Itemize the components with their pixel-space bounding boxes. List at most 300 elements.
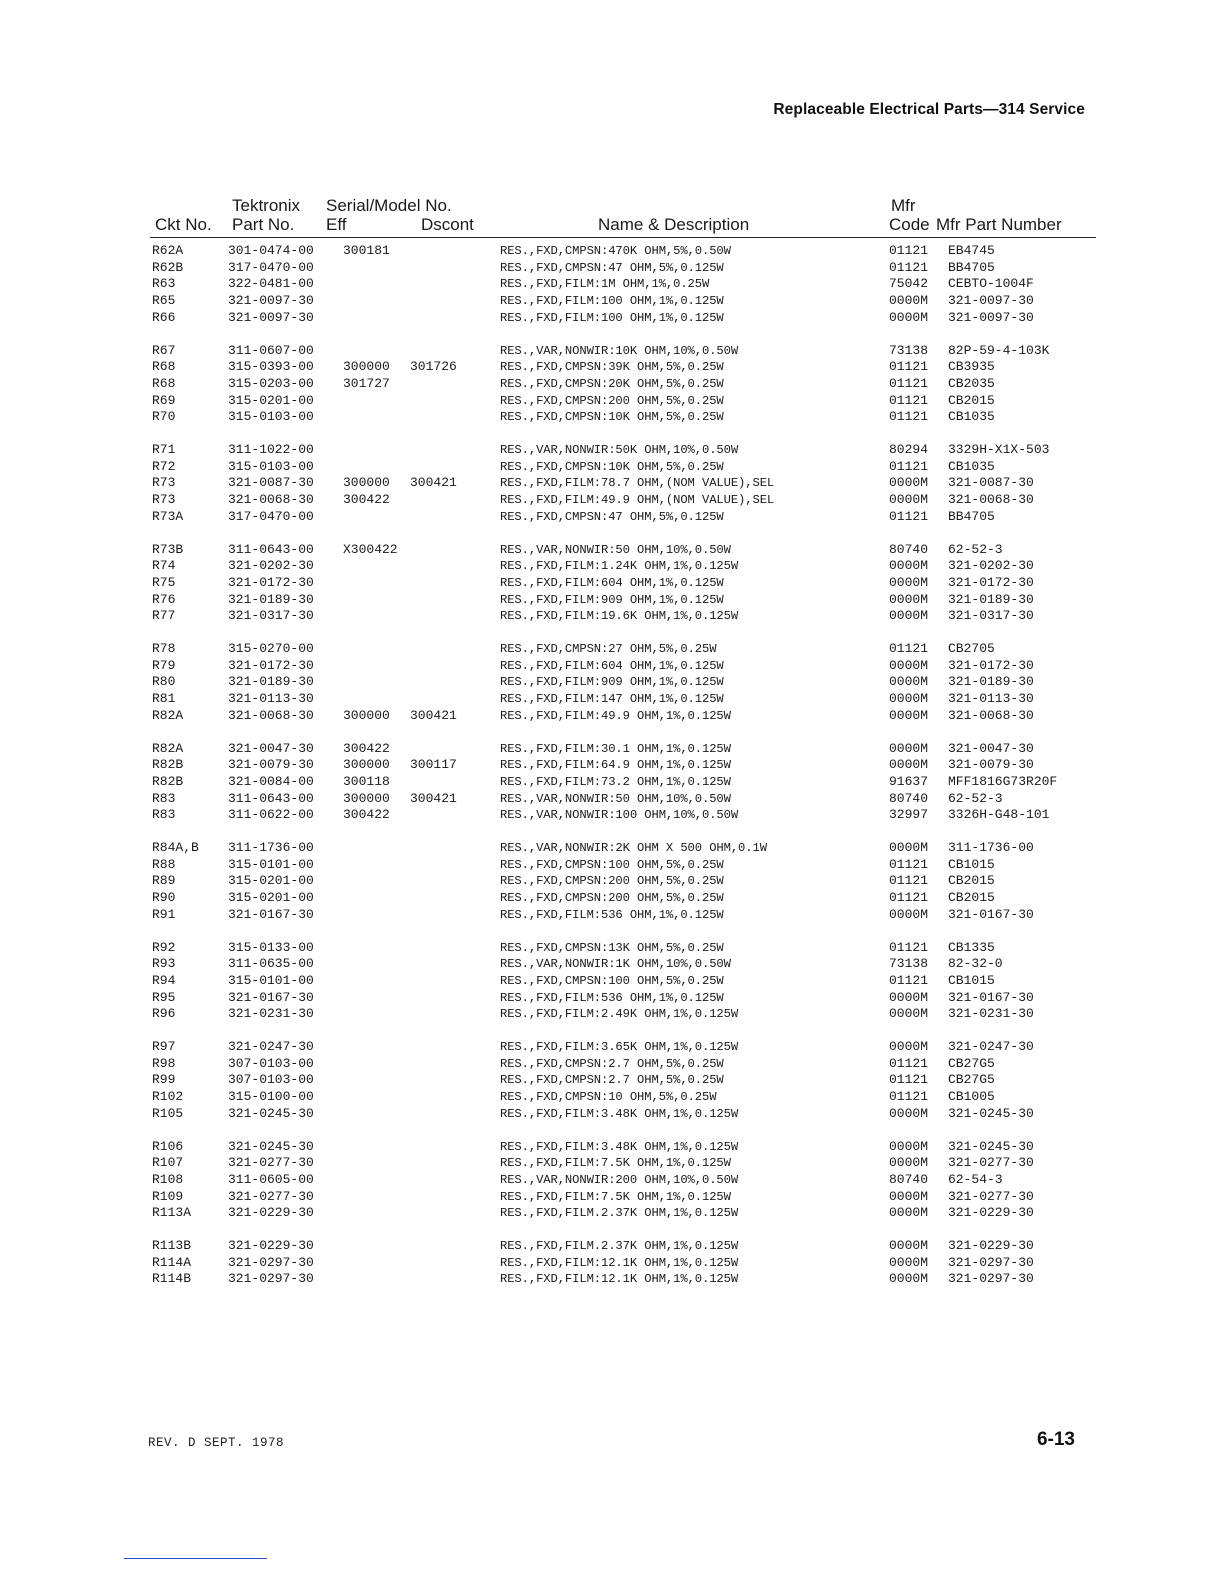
eff-serial-cell: 300000 xyxy=(343,757,390,773)
description-cell: RES.,FXD,CMPSN:2.7 OHM,5%,0.25W xyxy=(500,1056,724,1071)
eff-serial-cell: 300118 xyxy=(343,773,390,789)
description-cell: RES.,FXD,FILM:147 OHM,1%,0.125W xyxy=(500,692,724,707)
ckt-no-cell: R92 xyxy=(152,939,176,955)
part-no-cell: 317-0470-00 xyxy=(228,508,314,524)
part-no-cell: 307-0103-00 xyxy=(228,1055,314,1071)
mfr-code-cell: 0000M xyxy=(889,608,929,624)
dscont-serial-cell: 301726 xyxy=(410,359,457,375)
ckt-no-cell: R107 xyxy=(152,1155,184,1171)
part-no-cell: 317-0470-00 xyxy=(228,259,314,275)
description-cell: RES.,FXD,CMPSN:200 OHM,5%,0.25W xyxy=(500,874,724,889)
mfr-part-number-cell: BB4705 xyxy=(948,508,995,524)
dscont-serial-cell: 300421 xyxy=(410,475,457,491)
part-no-cell: 301-0474-00 xyxy=(228,243,314,258)
dscont-serial-cell: 300421 xyxy=(410,790,457,806)
ckt-no-cell: R62B xyxy=(152,259,184,275)
mfr-part-number-cell: CB2035 xyxy=(948,375,995,391)
table-row xyxy=(0,641,1224,658)
mfr-part-number-cell: 321-0229-30 xyxy=(948,1238,1034,1253)
mfr-part-number-cell: CB1005 xyxy=(948,1089,995,1105)
description-cell: RES.,FXD,CMPSN:47 OHM,5%,0.125W xyxy=(500,260,724,275)
mfr-part-number-cell: 321-0097-30 xyxy=(948,293,1034,309)
table-row xyxy=(0,1056,1224,1073)
part-no-cell: 321-0189-30 xyxy=(228,591,314,607)
parts-group xyxy=(0,243,1224,343)
mfr-part-number-cell: 62-52-3 xyxy=(948,541,1003,557)
parts-group xyxy=(0,940,1224,1040)
mfr-code-cell: 01121 xyxy=(889,359,929,375)
part-no-cell: 311-0643-00 xyxy=(228,541,314,557)
mfr-code-cell: 0000M xyxy=(889,989,929,1005)
part-no-cell: 311-0635-00 xyxy=(228,956,314,972)
part-no-cell: 321-0245-30 xyxy=(228,1105,314,1121)
ckt-no-cell: R82B xyxy=(152,773,184,789)
eff-serial-cell: 300000 xyxy=(343,790,390,806)
mfr-part-number-cell: 321-0297-30 xyxy=(948,1271,1034,1287)
description-cell: RES.,FXD,FILM:536 OHM,1%,0.125W xyxy=(500,907,724,922)
description-cell: RES.,FXD,CMPSN:2.7 OHM,5%,0.25W xyxy=(500,1073,724,1088)
eff-serial-cell: 300422 xyxy=(343,807,390,823)
mfr-part-number-cell: 321-0068-30 xyxy=(948,492,1034,508)
description-cell: RES.,FXD,FILM:30.1 OHM,1%,0.125W xyxy=(500,741,731,756)
description-cell: RES.,FXD,FILM:100 OHM,1%,0.125W xyxy=(500,294,724,309)
description-cell: RES.,FXD,CMPSN:470K OHM,5%,0.50W xyxy=(500,244,731,258)
mfr-part-number-cell: CB27G5 xyxy=(948,1072,995,1088)
table-row xyxy=(0,608,1224,625)
description-cell: RES.,FXD,CMPSN:10 OHM,5%,0.25W xyxy=(500,1090,717,1105)
description-cell: RES.,FXD,FILM:78.7 OHM,(NOM VALUE),SEL xyxy=(500,476,775,491)
eff-serial-cell: 300422 xyxy=(343,492,390,508)
eff-serial-cell: 300000 xyxy=(343,475,390,491)
description-cell: RES.,FXD,FILM:1.24K OHM,1%,0.125W xyxy=(500,559,739,574)
table-row xyxy=(0,807,1224,824)
table-row xyxy=(0,343,1224,360)
eff-serial-cell: 301727 xyxy=(343,375,390,391)
description-cell: RES.,FXD,CMPSN:100 OHM,5%,0.25W xyxy=(500,973,724,988)
part-no-cell: 321-0068-30 xyxy=(228,707,314,723)
part-no-cell: 321-0084-00 xyxy=(228,773,314,789)
mfr-part-number-cell: 321-0245-30 xyxy=(948,1138,1034,1154)
part-no-cell: 321-0068-30 xyxy=(228,492,314,508)
mfr-part-number-cell: 321-0317-30 xyxy=(948,608,1034,624)
mfr-part-number-cell: CB3935 xyxy=(948,359,995,375)
part-no-cell: 311-0607-00 xyxy=(228,342,314,358)
parts-group xyxy=(0,840,1224,940)
ckt-no-cell: R91 xyxy=(152,906,176,922)
table-row xyxy=(0,757,1224,774)
mfr-part-number-cell: 321-0113-30 xyxy=(948,691,1034,707)
table-row xyxy=(0,475,1224,492)
ckt-no-cell: R90 xyxy=(152,890,176,906)
mfr-part-number-cell: 321-0247-30 xyxy=(948,1039,1034,1054)
ckt-no-cell: R114B xyxy=(152,1271,192,1287)
column-header-tektronix: Tektronix xyxy=(232,196,301,215)
table-row xyxy=(0,791,1224,808)
ckt-no-cell: R94 xyxy=(152,972,176,988)
mfr-code-cell: 75042 xyxy=(889,276,929,292)
part-no-cell: 315-0133-00 xyxy=(228,939,314,955)
ckt-no-cell: R70 xyxy=(152,409,176,425)
table-row xyxy=(0,243,1224,260)
part-no-cell: 322-0481-00 xyxy=(228,276,314,292)
mfr-code-cell: 0000M xyxy=(889,1188,929,1204)
mfr-part-number-cell: 321-0189-30 xyxy=(948,674,1034,690)
part-no-cell: 311-0622-00 xyxy=(228,807,314,823)
part-no-cell: 321-0172-30 xyxy=(228,574,314,590)
mfr-part-number-cell: 321-0231-30 xyxy=(948,1006,1034,1022)
mfr-code-cell: 0000M xyxy=(889,475,929,491)
mfr-code-cell: 01121 xyxy=(889,409,929,425)
table-row xyxy=(0,840,1224,857)
parts-group xyxy=(0,741,1224,841)
ckt-no-cell: R67 xyxy=(152,342,176,358)
mfr-part-number-cell: MFF1816G73R20F xyxy=(948,773,1058,789)
mfr-code-cell: 80294 xyxy=(889,442,929,457)
column-header-mfr: Mfr xyxy=(891,196,916,215)
description-cell: RES.,FXD,FILM:536 OHM,1%,0.125W xyxy=(500,990,724,1005)
part-no-cell: 311-1736-00 xyxy=(228,840,314,855)
table-row xyxy=(0,293,1224,310)
description-cell: RES.,FXD,CMPSN:200 OHM,5%,0.25W xyxy=(500,891,724,906)
part-no-cell: 321-0229-30 xyxy=(228,1205,314,1221)
description-cell: RES.,FXD,FILM:3.48K OHM,1%,0.125W xyxy=(500,1139,739,1154)
part-no-cell: 321-0172-30 xyxy=(228,657,314,673)
mfr-code-cell: 0000M xyxy=(889,1271,929,1287)
mfr-part-number-cell: CB1035 xyxy=(948,458,995,474)
part-no-cell: 321-0113-30 xyxy=(228,691,314,707)
ckt-no-cell: R73A xyxy=(152,508,184,524)
header-rule xyxy=(150,237,1096,238)
ckt-no-cell: R80 xyxy=(152,674,176,690)
description-cell: RES.,FXD,FILM:3.48K OHM,1%,0.125W xyxy=(500,1106,739,1121)
column-header-serial-model: Serial/Model No. xyxy=(326,196,452,215)
ckt-no-cell: R96 xyxy=(152,1006,176,1022)
description-cell: RES.,FXD,FILM:19.6K OHM,1%,0.125W xyxy=(500,609,739,624)
ckt-no-cell: R89 xyxy=(152,873,176,889)
ckt-no-cell: R66 xyxy=(152,309,176,325)
mfr-code-cell: 73138 xyxy=(889,342,929,358)
mfr-code-cell: 0000M xyxy=(889,740,929,756)
mfr-code-cell: 0000M xyxy=(889,906,929,922)
part-no-cell: 321-0189-30 xyxy=(228,674,314,690)
part-no-cell: 321-0047-30 xyxy=(228,740,314,756)
mfr-code-cell: 0000M xyxy=(889,293,929,309)
table-row xyxy=(0,1072,1224,1089)
table-row xyxy=(0,310,1224,327)
description-cell: RES.,FXD,CMPSN:39K OHM,5%,0.25W xyxy=(500,360,724,375)
eff-serial-cell: 300181 xyxy=(343,243,390,258)
mfr-part-number-cell: 321-0097-30 xyxy=(948,309,1034,325)
table-row xyxy=(0,907,1224,924)
ckt-no-cell: R73B xyxy=(152,541,184,557)
column-header-name-description: Name & Description xyxy=(598,215,750,234)
mfr-code-cell: 0000M xyxy=(889,1138,929,1154)
mfr-code-cell: 01121 xyxy=(889,243,929,258)
description-cell: RES.,FXD,FILM:49.9 OHM,(NOM VALUE),SEL xyxy=(500,493,775,508)
table-row xyxy=(0,575,1224,592)
part-no-cell: 321-0277-30 xyxy=(228,1188,314,1204)
column-header-dscont: Dscont xyxy=(421,215,474,234)
mfr-part-number-cell: 321-0277-30 xyxy=(948,1188,1034,1204)
mfr-code-cell: 0000M xyxy=(889,674,929,690)
table-row xyxy=(0,492,1224,509)
mfr-part-number-cell: CEBTO-1004F xyxy=(948,276,1034,292)
mfr-part-number-cell: CB1015 xyxy=(948,856,995,872)
table-row xyxy=(0,658,1224,675)
description-cell: RES.,FXD,FILM:909 OHM,1%,0.125W xyxy=(500,592,724,607)
table-row xyxy=(0,1039,1224,1056)
description-cell: RES.,FXD,FILM:49.9 OHM,1%,0.125W xyxy=(500,708,731,723)
description-cell: RES.,VAR,NONWIR:10K OHM,10%,0.50W xyxy=(500,343,739,358)
table-row xyxy=(0,393,1224,410)
ckt-no-cell: R62A xyxy=(152,243,184,258)
table-row xyxy=(0,857,1224,874)
mfr-code-cell: 0000M xyxy=(889,574,929,590)
mfr-part-number-cell: 82P-59-4-103K xyxy=(948,342,1050,358)
mfr-part-number-cell: 321-0229-30 xyxy=(948,1205,1034,1221)
mfr-part-number-cell: 321-0172-30 xyxy=(948,657,1034,673)
ckt-no-cell: R106 xyxy=(152,1138,184,1154)
mfr-code-cell: 0000M xyxy=(889,757,929,773)
description-cell: RES.,FXD,FILM:604 OHM,1%,0.125W xyxy=(500,658,724,673)
description-cell: RES.,FXD,FILM:7.5K OHM,1%,0.125W xyxy=(500,1156,731,1171)
part-no-cell: 315-0101-00 xyxy=(228,972,314,988)
part-no-cell: 315-0103-00 xyxy=(228,409,314,425)
table-row xyxy=(0,1172,1224,1189)
part-no-cell: 321-0167-30 xyxy=(228,906,314,922)
description-cell: RES.,FXD,FILM:64.9 OHM,1%,0.125W xyxy=(500,758,731,773)
ckt-no-cell: R77 xyxy=(152,608,176,624)
table-row xyxy=(0,260,1224,277)
table-row xyxy=(0,1189,1224,1206)
table-row xyxy=(0,1255,1224,1272)
column-header-code: Code xyxy=(889,215,930,234)
eff-serial-cell: 300000 xyxy=(343,707,390,723)
parts-group xyxy=(0,1238,1224,1338)
column-header-mfr-part-number: Mfr Part Number xyxy=(936,215,1062,234)
table-row xyxy=(0,1139,1224,1156)
ckt-no-cell: R69 xyxy=(152,392,176,408)
table-row xyxy=(0,1271,1224,1288)
description-cell: RES.,VAR,NONWIR:1K OHM,10%,0.50W xyxy=(500,957,731,972)
ckt-no-cell: R78 xyxy=(152,641,176,656)
table-row xyxy=(0,708,1224,725)
mfr-code-cell: 01121 xyxy=(889,458,929,474)
table-row xyxy=(0,774,1224,791)
running-head-title: Replaceable Electrical Parts—314 Service xyxy=(773,101,1085,118)
ckt-no-cell: R83 xyxy=(152,790,176,806)
mfr-part-number-cell: 62-52-3 xyxy=(948,790,1003,806)
mfr-part-number-cell: 321-0245-30 xyxy=(948,1105,1034,1121)
mfr-code-cell: 01121 xyxy=(889,259,929,275)
mfr-code-cell: 0000M xyxy=(889,1254,929,1270)
ckt-no-cell: R99 xyxy=(152,1072,176,1088)
ckt-no-cell: R105 xyxy=(152,1105,184,1121)
ckt-no-cell: R79 xyxy=(152,657,176,673)
table-row xyxy=(0,973,1224,990)
mfr-part-number-cell: 321-0202-30 xyxy=(948,558,1034,574)
description-cell: RES.,FXD,CMPSN:100 OHM,5%,0.25W xyxy=(500,857,724,872)
dscont-serial-cell: 300421 xyxy=(410,707,457,723)
ckt-no-cell: R84A,B xyxy=(152,840,199,855)
part-no-cell: 321-0297-30 xyxy=(228,1254,314,1270)
page-number: 6-13 xyxy=(1036,1429,1075,1450)
mfr-code-cell: 0000M xyxy=(889,1238,929,1253)
mfr-part-number-cell: 321-0167-30 xyxy=(948,906,1034,922)
part-no-cell: 315-0203-00 xyxy=(228,375,314,391)
dscont-serial-cell: 300117 xyxy=(410,757,457,773)
mfr-code-cell: 01121 xyxy=(889,641,929,656)
part-no-cell: 315-0201-00 xyxy=(228,873,314,889)
mfr-part-number-cell: 321-0079-30 xyxy=(948,757,1034,773)
table-row xyxy=(0,691,1224,708)
ckt-no-cell: R98 xyxy=(152,1055,176,1071)
mfr-part-number-cell: BB4705 xyxy=(948,259,995,275)
mfr-code-cell: 80740 xyxy=(889,541,929,557)
mfr-part-number-cell: 311-1736-00 xyxy=(948,840,1034,855)
part-no-cell: 315-0201-00 xyxy=(228,890,314,906)
mfr-code-cell: 01121 xyxy=(889,1072,929,1088)
mfr-code-cell: 0000M xyxy=(889,309,929,325)
description-cell: RES.,VAR,NONWIR:50K OHM,10%,0.50W xyxy=(500,443,739,457)
mfr-code-cell: 0000M xyxy=(889,707,929,723)
mfr-part-number-cell: CB2015 xyxy=(948,873,995,889)
mfr-part-number-cell: CB2015 xyxy=(948,890,995,906)
mfr-code-cell: 91637 xyxy=(889,773,929,789)
description-cell: RES.,FXD,FILM:12.1K OHM,1%,0.125W xyxy=(500,1255,739,1270)
description-cell: RES.,FXD,FILM:604 OHM,1%,0.125W xyxy=(500,575,724,590)
part-no-cell: 321-0231-30 xyxy=(228,1006,314,1022)
mfr-part-number-cell: CB2015 xyxy=(948,392,995,408)
ckt-no-cell: R74 xyxy=(152,558,176,574)
part-no-cell: 321-0247-30 xyxy=(228,1039,314,1054)
description-cell: RES.,VAR,NONWIR:100 OHM,10%,0.50W xyxy=(500,808,739,823)
table-row xyxy=(0,1089,1224,1106)
part-no-cell: 321-0097-30 xyxy=(228,309,314,325)
ckt-no-cell: R82B xyxy=(152,757,184,773)
table-row xyxy=(0,741,1224,758)
mfr-part-number-cell: 3326H-G48-101 xyxy=(948,807,1050,823)
parts-group xyxy=(0,442,1224,542)
description-cell: RES.,FXD,CMPSN:27 OHM,5%,0.25W xyxy=(500,642,717,656)
ckt-no-cell: R71 xyxy=(152,442,176,457)
table-row xyxy=(0,990,1224,1007)
table-row xyxy=(0,542,1224,559)
description-cell: RES.,FXD,CMPSN:20K OHM,5%,0.25W xyxy=(500,376,724,391)
mfr-part-number-cell: 3329H-X1X-503 xyxy=(948,442,1050,457)
ckt-no-cell: R82A xyxy=(152,740,184,756)
part-no-cell: 321-0297-30 xyxy=(228,1271,314,1287)
column-header-part-no: Part No. xyxy=(232,215,295,234)
mfr-part-number-cell: 321-0068-30 xyxy=(948,707,1034,723)
mfr-code-cell: 01121 xyxy=(889,972,929,988)
mfr-part-number-cell: 321-0047-30 xyxy=(948,740,1034,756)
ckt-no-cell: R73 xyxy=(152,475,176,491)
mfr-part-number-cell: CB1035 xyxy=(948,409,995,425)
ckt-no-cell: R102 xyxy=(152,1089,184,1105)
table-row xyxy=(0,409,1224,426)
table-row xyxy=(0,873,1224,890)
table-row xyxy=(0,940,1224,957)
mfr-part-number-cell: EB4745 xyxy=(948,243,995,258)
mfr-code-cell: 01121 xyxy=(889,873,929,889)
ckt-no-cell: R113A xyxy=(152,1205,192,1221)
table-row xyxy=(0,276,1224,293)
mfr-code-cell: 0000M xyxy=(889,691,929,707)
mfr-part-number-cell: 321-0277-30 xyxy=(948,1155,1034,1171)
mfr-part-number-cell: 82-32-0 xyxy=(948,956,1003,972)
ckt-no-cell: R109 xyxy=(152,1188,184,1204)
table-row xyxy=(0,1155,1224,1172)
table-row xyxy=(0,1205,1224,1222)
part-no-cell: 311-0643-00 xyxy=(228,790,314,806)
parts-group xyxy=(0,1039,1224,1139)
eff-serial-cell: 300422 xyxy=(343,740,390,756)
table-row xyxy=(0,376,1224,393)
ckt-no-cell: R83 xyxy=(152,807,176,823)
ckt-no-cell: R68 xyxy=(152,359,176,375)
table-row xyxy=(0,1006,1224,1023)
part-no-cell: 321-0229-30 xyxy=(228,1238,314,1253)
part-no-cell: 315-0101-00 xyxy=(228,856,314,872)
scan-artifact-line xyxy=(124,1558,267,1559)
table-row xyxy=(0,1238,1224,1255)
description-cell: RES.,VAR,NONWIR:200 OHM,10%,0.50W xyxy=(500,1172,739,1187)
mfr-code-cell: 0000M xyxy=(889,492,929,508)
description-cell: RES.,FXD,FILM:3.65K OHM,1%,0.125W xyxy=(500,1040,739,1054)
ckt-no-cell: R93 xyxy=(152,956,176,972)
description-cell: RES.,VAR,NONWIR:50 OHM,10%,0.50W xyxy=(500,791,731,806)
mfr-part-number-cell: 62-54-3 xyxy=(948,1171,1003,1187)
parts-group xyxy=(0,1139,1224,1239)
description-cell: RES.,FXD,CMPSN:13K OHM,5%,0.25W xyxy=(500,940,724,955)
mfr-part-number-cell: CB1335 xyxy=(948,939,995,955)
table-row xyxy=(0,558,1224,575)
part-no-cell: 321-0087-30 xyxy=(228,475,314,491)
mfr-code-cell: 0000M xyxy=(889,1155,929,1171)
ckt-no-cell: R88 xyxy=(152,856,176,872)
part-no-cell: 307-0103-00 xyxy=(228,1072,314,1088)
description-cell: RES.,FXD,FILM.2.37K OHM,1%,0.125W xyxy=(500,1239,739,1253)
description-cell: RES.,FXD,FILM:7.5K OHM,1%,0.125W xyxy=(500,1189,731,1204)
ckt-no-cell: R114A xyxy=(152,1254,192,1270)
ckt-no-cell: R97 xyxy=(152,1039,176,1054)
table-row xyxy=(0,674,1224,691)
description-cell: RES.,FXD,FILM.2.37K OHM,1%,0.125W xyxy=(500,1206,739,1221)
mfr-code-cell: 01121 xyxy=(889,375,929,391)
mfr-part-number-cell: 321-0172-30 xyxy=(948,574,1034,590)
ckt-no-cell: R82A xyxy=(152,707,184,723)
mfr-code-cell: 01121 xyxy=(889,1089,929,1105)
part-no-cell: 321-0317-30 xyxy=(228,608,314,624)
mfr-part-number-cell: 321-0297-30 xyxy=(948,1254,1034,1270)
eff-serial-cell: X300422 xyxy=(343,541,398,557)
description-cell: RES.,FXD,CMPSN:10K OHM,5%,0.25W xyxy=(500,410,724,425)
ckt-no-cell: R76 xyxy=(152,591,176,607)
mfr-part-number-cell: 321-0167-30 xyxy=(948,989,1034,1005)
ckt-no-cell: R95 xyxy=(152,989,176,1005)
mfr-code-cell: 01121 xyxy=(889,392,929,408)
table-row xyxy=(0,890,1224,907)
ckt-no-cell: R113B xyxy=(152,1238,192,1253)
ckt-no-cell: R68 xyxy=(152,375,176,391)
description-cell: RES.,FXD,CMPSN:10K OHM,5%,0.25W xyxy=(500,459,724,474)
description-cell: RES.,FXD,CMPSN:47 OHM,5%,0.125W xyxy=(500,509,724,524)
description-cell: RES.,VAR,NONWIR:2K OHM X 500 OHM,0.1W xyxy=(500,841,767,855)
revision-note: REV. D SEPT. 1978 xyxy=(148,1436,285,1450)
mfr-code-cell: 0000M xyxy=(889,1205,929,1221)
mfr-part-number-cell: CB27G5 xyxy=(948,1055,995,1071)
